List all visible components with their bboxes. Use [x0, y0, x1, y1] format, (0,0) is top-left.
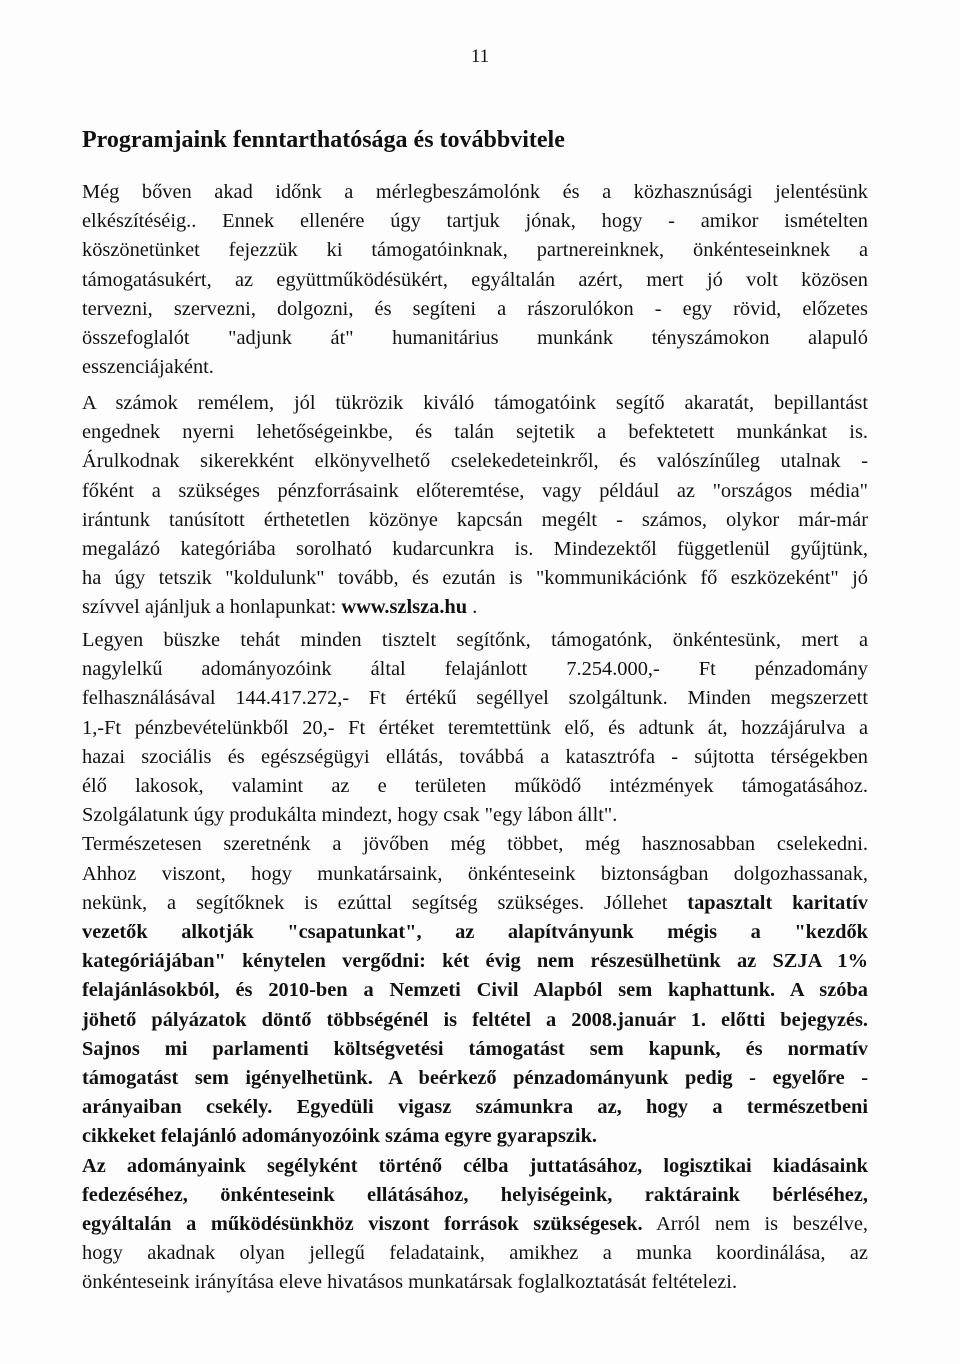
bold-text-segment: egyáltalán a működésünkhöz viszont források szükségesek.	[82, 1213, 643, 1236]
text-line	[82, 1122, 868, 1151]
text-line	[82, 714, 868, 743]
text-segment: nekünk, a segítőknek is ezúttal segítség szükséges. Jóllehet	[82, 891, 688, 914]
text-segment: hogy akadnak olyan jellegű feladataink, amikhez a munka koordinálása, az	[82, 1242, 868, 1265]
text-segment: összefoglalót "adjunk át" humanitárius munkánk tényszámokon alapuló	[82, 327, 868, 350]
section-heading: Programjaink fenntarthatósága és továbbvitele	[82, 127, 565, 153]
text-segment: Még bőven akad időnk a mérlegbeszámolónk és a közhasznúsági jelentésünk	[82, 181, 868, 203]
text-segment: Legyen büszke tehát minden tisztelt segítőnk, támogatónk, önkéntesünk, mert a	[82, 629, 868, 651]
bold-text-segment: felajánlásokból, és 2010-ben a Nemzeti Civil Alapból sem kaphattunk. A szóba	[82, 979, 868, 1002]
bold-text-segment: tapasztalt karitatív	[687, 891, 868, 914]
text-line	[82, 655, 868, 684]
text-line	[82, 1035, 868, 1064]
text-segment: engednek nyerni lehetőségeinkbe, és talán sejtetik a befektetett munkánkat is.	[82, 421, 868, 444]
text-line	[82, 626, 868, 655]
bold-text-segment: kategóriájában" kénytelen vergődni: két évig nem részesülhetünk az SZJA 1%	[82, 950, 868, 973]
text-line	[82, 1152, 868, 1181]
text-line	[82, 207, 868, 236]
text-line	[82, 801, 868, 830]
text-segment: támogatásukért, az együttműködésükért, egyáltalán azért, mert jó volt közösen	[82, 268, 868, 291]
text-segment: esszenciájaként.	[82, 356, 214, 379]
text-segment: szívvel ajánljuk a honlapunkat:	[82, 596, 342, 619]
text-segment: Árulkodnak sikerekként elkönyvelhető cselekedeteinkről, és valószínűleg utalnak -	[82, 450, 868, 473]
text-line	[82, 976, 868, 1005]
text-segment: Szolgálatunk úgy produkálta mindezt, hogy csak "egy lábon állt".	[82, 804, 618, 827]
text-line	[82, 593, 868, 622]
text-line	[82, 1064, 868, 1093]
text-segment: nagylelkű adományozóink által felajánlott 7.254.000,- Ft pénzadomány	[82, 658, 868, 681]
text-line	[82, 535, 868, 564]
text-line	[82, 178, 868, 207]
text-line	[82, 684, 868, 713]
text-segment: felhasználásával 144.417.272,- Ft értékű segéllyel szolgáltunk. Minden megszerzett	[82, 687, 868, 710]
text-line	[82, 830, 868, 859]
text-line	[82, 1093, 868, 1122]
text-segment: élő lakosok, valamint az e területen működő intézmények támogatásához.	[82, 775, 868, 798]
text-segment: Ahhoz viszont, hogy munkatársaink, önkénteseink biztonságban dolgozhassanak,	[82, 862, 868, 885]
text-line	[82, 324, 868, 353]
text-line	[82, 447, 868, 476]
bold-text-segment: jöhető pályázatok döntő többségénél is feltétel a 2008.január 1. előtti bejegyzés.	[82, 1008, 868, 1031]
text-line	[82, 418, 868, 447]
text-line	[82, 772, 868, 801]
text-segment: megalázó kategóriába sorolható kudarcunkra is. Mindezektől függetlenül gyűjtünk,	[82, 538, 868, 561]
text-line	[82, 1210, 868, 1239]
text-line	[82, 389, 868, 418]
page-number: 11	[470, 46, 490, 67]
text-segment: Arról nem is beszélve,	[642, 1213, 868, 1236]
text-line	[82, 918, 868, 947]
text-line	[82, 353, 868, 382]
text-line	[82, 743, 868, 772]
bold-text-segment: cikkeket felajánló adományozóink száma egyre gyarapszik.	[82, 1125, 598, 1148]
paragraph	[82, 389, 868, 623]
text-segment: irántunk tanúsított érthetetlen közönye kapcsán megélt - számos, olykor már-már	[82, 508, 868, 531]
bold-text-segment: vezetők alkotják "csapatunkat", az alapítványunk mégis a "kezdők	[82, 921, 868, 944]
text-segment: köszönetünket fejezzük ki támogatóinknak, partnereinknek, önkénteseinknek a	[82, 239, 868, 262]
paragraph	[82, 178, 868, 382]
text-segment: főként a szükséges pénzforrásaink előteremtése, vagy például az "országos média"	[82, 479, 868, 502]
bold-text-segment: Az adományaink segélyként történő célba juttatásához, logisztikai kiadásaink	[82, 1154, 868, 1177]
text-line	[82, 506, 868, 535]
bold-text-segment: www.szlsza.hu	[341, 596, 468, 619]
text-segment: ha úgy tetszik "koldulunk" tovább, és ezután is "kommunikációnk fő eszközeként" jó	[82, 567, 868, 590]
text-line	[82, 477, 868, 506]
text-segment: 1,-Ft pénzbevételünkből 20,- Ft értéket teremtettünk elő, és adtunk át, hozzájárulva a	[82, 716, 868, 739]
paragraph	[82, 626, 868, 1298]
text-segment: A számok remélem, jól tükrözik kiváló támogatóink segítő akaratát, bepillantást	[82, 392, 868, 414]
bold-text-segment: támogatást sem igényelhetünk. A beérkező pénzadományunk pedig - egyelőre -	[82, 1067, 868, 1090]
text-line	[82, 564, 868, 593]
text-line	[82, 860, 868, 889]
text-segment: .	[467, 596, 478, 619]
text-line	[82, 236, 868, 265]
text-line	[82, 1006, 868, 1035]
text-segment: elkészítéséig.. Ennek ellenére úgy tartjuk jónak, hogy - amikor ismételten	[82, 210, 868, 233]
text-line	[82, 1181, 868, 1210]
text-line	[82, 1239, 868, 1268]
text-line	[82, 947, 868, 976]
text-segment: önkénteseink irányítása eleve hivatásos munkatársak foglalkoztatását feltételezi.	[82, 1271, 738, 1294]
text-line	[82, 266, 868, 295]
text-segment: hazai szociális és egészségügyi ellátás, továbbá a katasztrófa - sújtotta térségekben	[82, 745, 868, 768]
bold-text-segment: arányaiban csekély. Egyedüli vigasz számunkra az, hogy a természetbeni	[82, 1096, 868, 1119]
text-segment: tervezni, szervezni, dolgozni, és segíteni a rászorulókon - egy rövid, előzetes	[82, 297, 868, 320]
text-line	[82, 1268, 868, 1297]
bold-text-segment: fedezéséhez, önkénteseink ellátásához, helyiségeink, raktáraink bérléséhez,	[82, 1183, 868, 1206]
text-segment: Természetesen szeretnénk a jövőben még többet, még hasznosabban cselekedni.	[82, 833, 868, 856]
text-line	[82, 295, 868, 324]
text-line	[82, 889, 868, 918]
bold-text-segment: Sajnos mi parlamenti költségvetési támogatást sem kapunk, és normatív	[82, 1037, 868, 1060]
